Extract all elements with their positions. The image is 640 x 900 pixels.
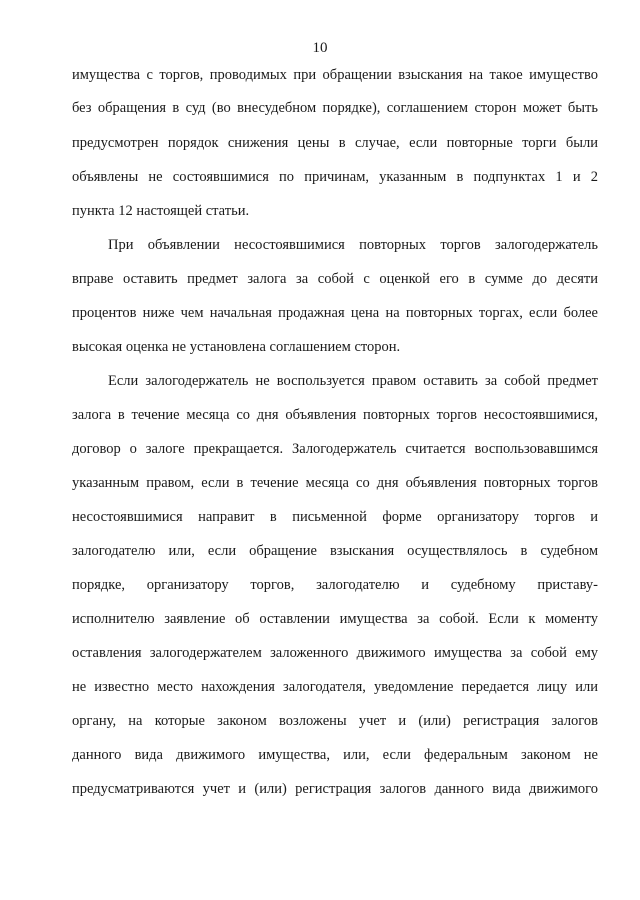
text-line: без обращения в суд (во внесудебном порядке), соглашением сторон может быть	[72, 100, 598, 116]
text-line: оставления залогодержателем заложенного движимого имущества за собой ему	[72, 645, 598, 661]
text-line: объявлены не состоявшимися по причинам, указанным в подпунктах 1 и 2	[72, 169, 598, 185]
text-line: не известно место нахождения залогодателя, уведомление передается лицу или	[72, 679, 598, 695]
text-line: указанным правом, если в течение месяца со дня объявления повторных торгов	[72, 475, 598, 491]
text-line: предусматриваются учет и (или) регистрация залогов данного вида движимого	[72, 781, 598, 797]
text-line: органу, на которые законом возложены учет и (или) регистрация залогов	[72, 713, 598, 729]
text-line: вправе оставить предмет залога за собой с оценкой его в сумме до десяти	[72, 271, 598, 287]
text-line: договор о залоге прекращается. Залогодержатель считается воспользовавшимся	[72, 441, 598, 457]
text-line: имущества с торгов, проводимых при обращении взыскания на такое имущество	[72, 67, 598, 83]
text-line: пункта 12 настоящей статьи.	[72, 203, 250, 219]
text-line: Если залогодержатель не воспользуется правом оставить за собой предмет	[108, 373, 598, 389]
text-line: процентов ниже чем начальная продажная цена на повторных торгах, если более	[72, 305, 598, 321]
page-number: 10	[312, 40, 328, 56]
text-line: данного вида движимого имущества, или, если федеральным законом не	[72, 747, 598, 763]
text-line: высокая оценка не установлена соглашением сторон.	[72, 339, 401, 355]
text-line: несостоявшимися направит в письменной форме организатору торгов и	[72, 509, 598, 525]
text-line: залога в течение месяца со дня объявления повторных торгов несостоявшимися,	[72, 407, 598, 423]
text-line: порядке, организатору торгов, залогодателю и судебному приставу-	[72, 577, 598, 593]
text-line: предусмотрен порядок снижения цены в случае, если повторные торги были	[72, 135, 598, 151]
text-line: залогодателю или, если обращение взыскания осуществлялось в судебном	[72, 543, 598, 559]
text-line: При объявлении несостоявшимися повторных торгов залогодержатель	[108, 237, 598, 253]
text-line: исполнителю заявление об оставлении имущества за собой. Если к моменту	[72, 611, 598, 627]
